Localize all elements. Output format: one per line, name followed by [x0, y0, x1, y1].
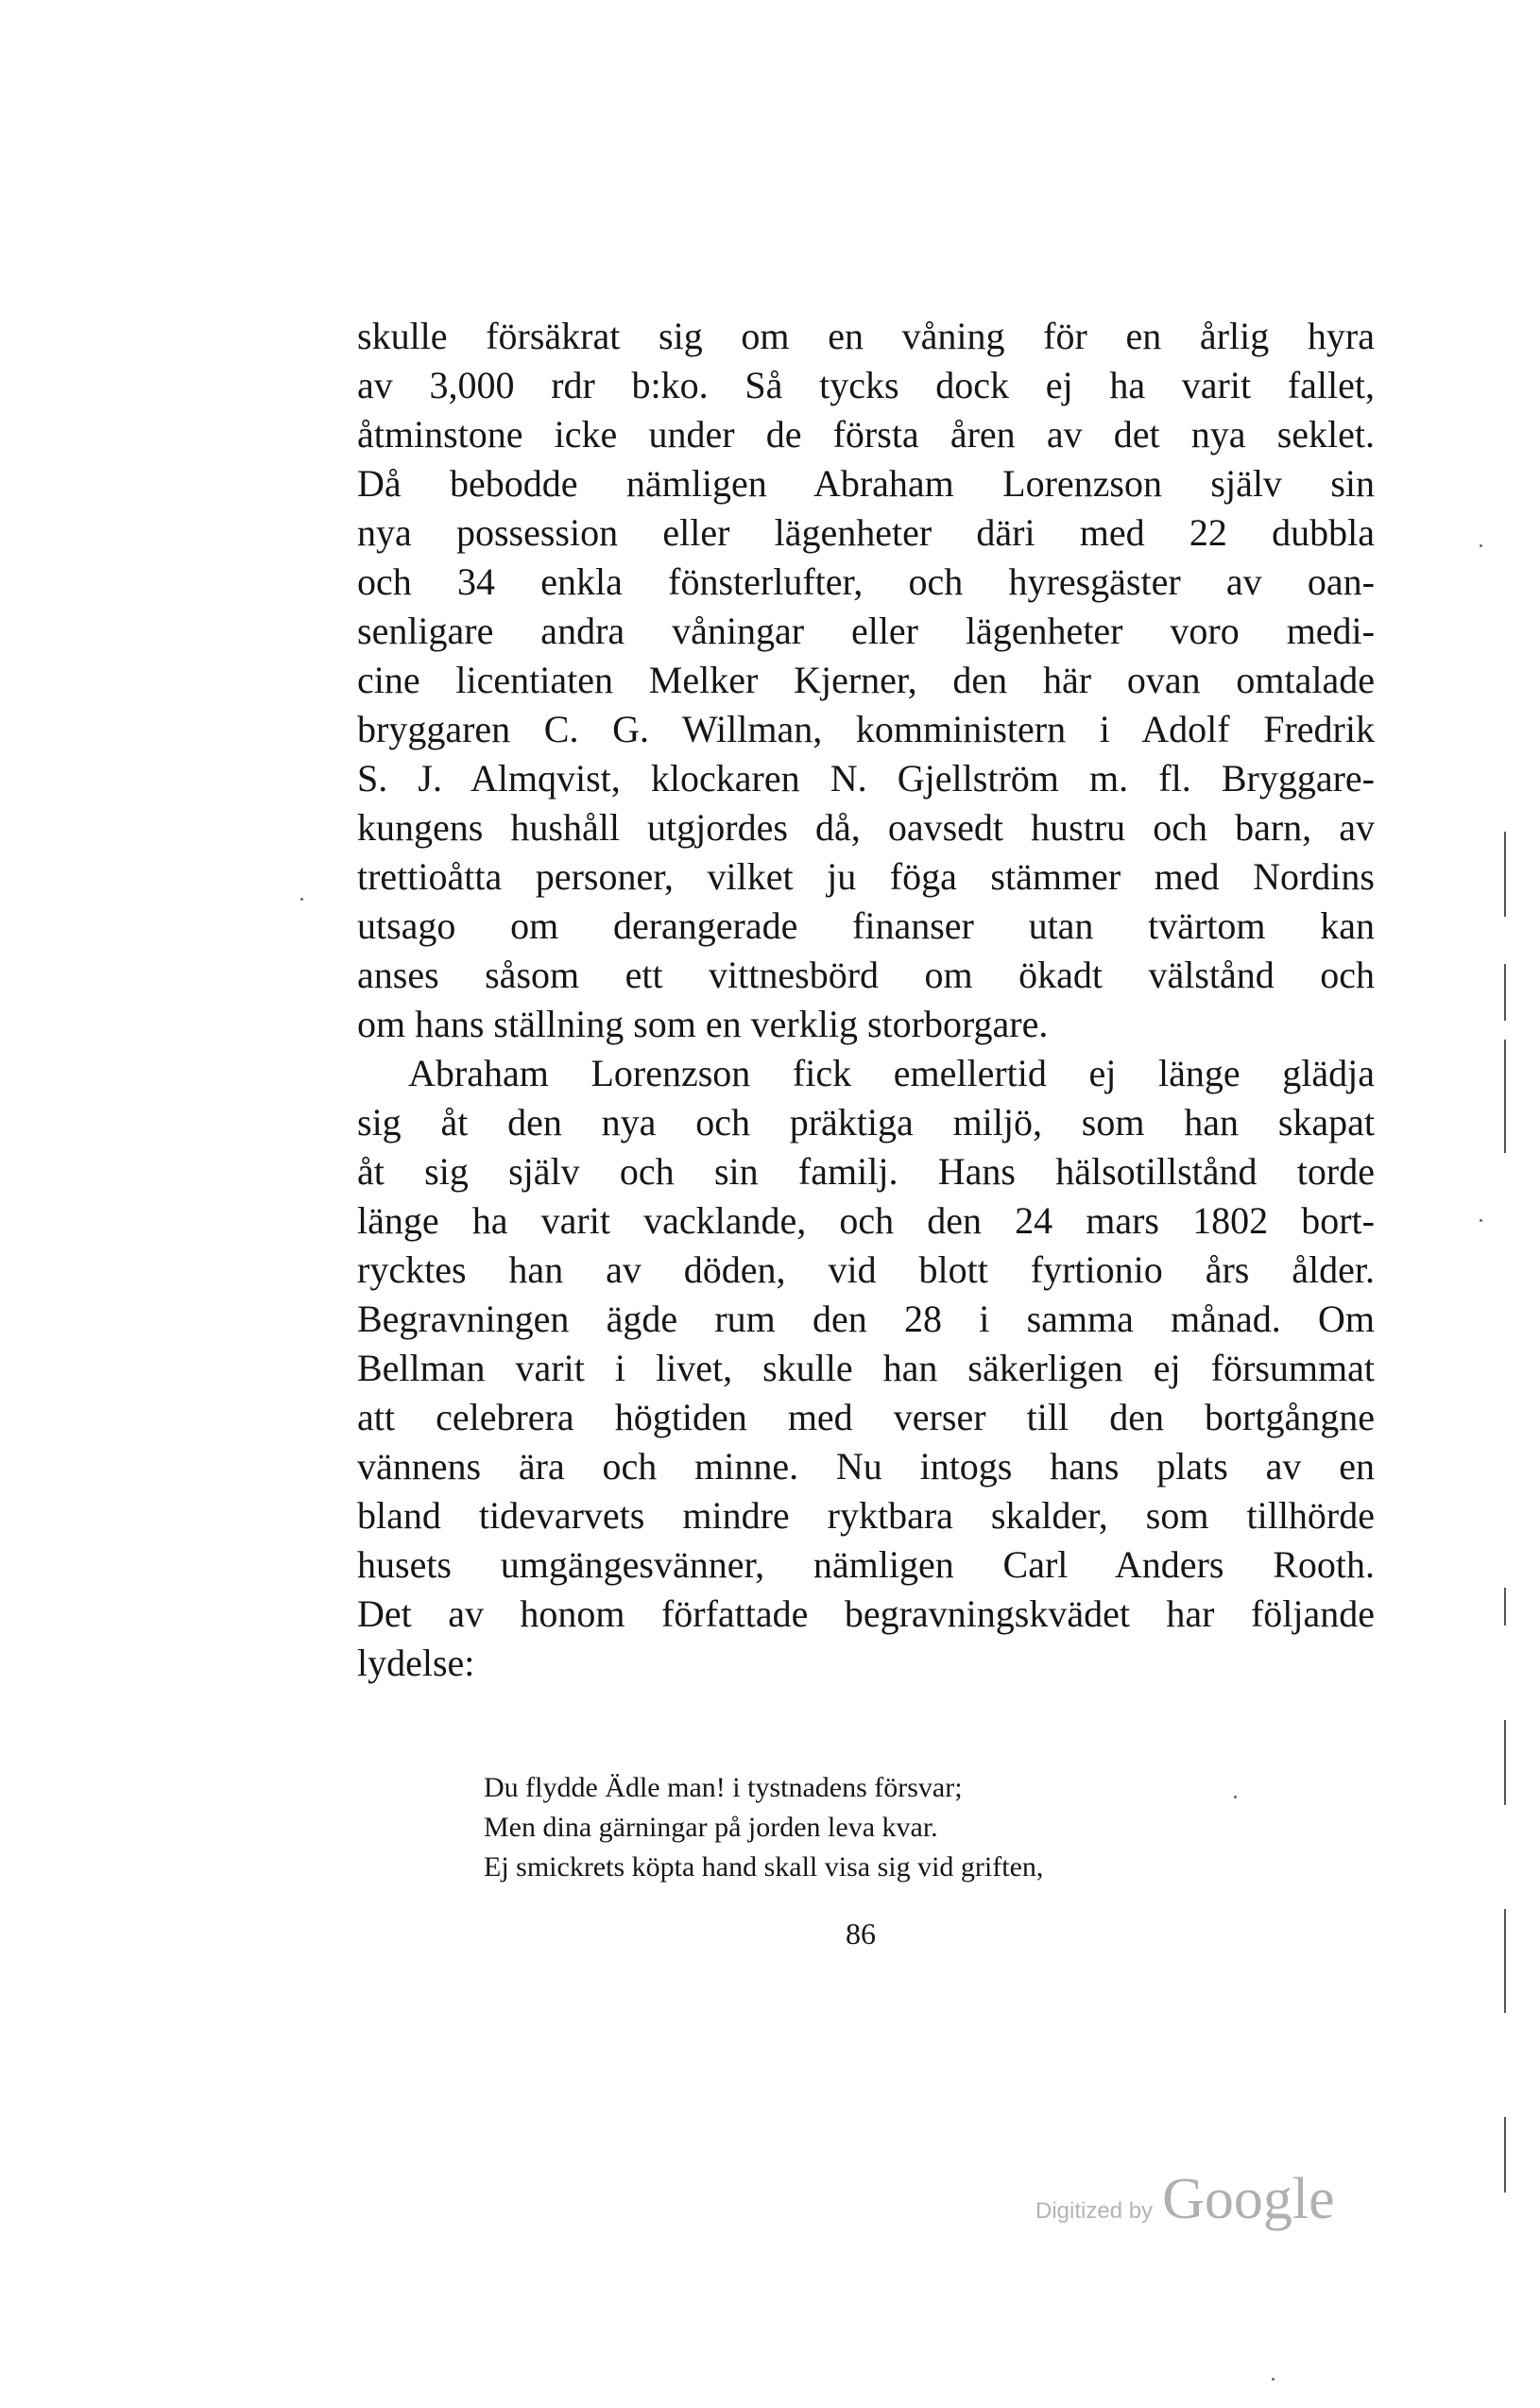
- body-line: anses såsom ett vittnesbörd om ökadt välstånd och: [357, 954, 1375, 996]
- body-line: senligare andra våningar eller lägenheter voro medi-: [357, 610, 1375, 652]
- body-line: vännens ära och minne. Nu intogs hans plats av en: [357, 1445, 1375, 1488]
- verse-line: Ej smickrets köpta hand skall visa sig vid griften,: [484, 1851, 1044, 1883]
- body-line: och 34 enkla fönsterlufter, och hyresgäster av oan-: [357, 560, 1375, 603]
- body-line: Då bebodde nämligen Abraham Lorenzson själv sin: [357, 462, 1375, 505]
- scan-edge-mark: [1504, 1720, 1506, 1805]
- verse-line: Men dina gärningar på jorden leva kvar.: [484, 1812, 938, 1843]
- scan-edge-mark: [1504, 1588, 1506, 1625]
- scan-speck: [1234, 1796, 1237, 1798]
- body-line: Bellman varit i livet, skulle han säkerligen ej försummat: [357, 1347, 1375, 1389]
- verse-line: Du flydde Ädle man! i tystnadens försvar;: [484, 1772, 963, 1803]
- body-line: sig åt den nya och präktiga miljö, som han skapat: [357, 1101, 1375, 1144]
- body-line: cine licentiaten Melker Kjerner, den här ovan omtalade: [357, 659, 1375, 701]
- scan-speck: [1480, 544, 1482, 547]
- body-line: länge ha varit vacklande, och den 24 mars 1802 bort-: [357, 1199, 1375, 1242]
- body-line: trettioåtta personer, vilket ju föga stämmer med Nordins: [357, 855, 1375, 898]
- body-line: åtminstone icke under de första åren av det nya seklet.: [357, 413, 1375, 456]
- scan-edge-mark: [1504, 2117, 1506, 2193]
- body-line: Det av honom författade begravningskvädet har följande: [357, 1592, 1375, 1635]
- digitized-by-label: Digitized by: [1035, 2198, 1154, 2224]
- scan-speck: [1272, 2378, 1275, 2381]
- body-line: om hans ställning som en verklig storborgare.: [357, 1003, 1049, 1045]
- page-number: 86: [846, 1917, 876, 1951]
- body-line: lydelse:: [357, 1642, 475, 1684]
- scan-edge-mark: [1504, 1040, 1506, 1153]
- body-line: husets umgängesvänner, nämligen Carl Anders Rooth.: [357, 1543, 1375, 1586]
- scan-edge-mark: [1504, 832, 1506, 917]
- body-line: utsago om derangerade finanser utan tvärtom kan: [357, 904, 1375, 947]
- body-line: Abraham Lorenzson fick emellertid ej länge glädja: [408, 1052, 1375, 1094]
- body-line: Begravningen ägde rum den 28 i samma månad. Om: [357, 1298, 1375, 1340]
- body-line: skulle försäkrat sig om en våning för en årlig hyra: [357, 315, 1375, 357]
- digitized-watermark: [1035, 2166, 1335, 2232]
- body-line: av 3,000 rdr b:ko. Så tycks dock ej ha varit fallet,: [357, 364, 1375, 406]
- scan-edge-mark: [1504, 1909, 1506, 2013]
- body-line: bryggaren C. G. Willman, komministern i Adolf Fredrik: [357, 708, 1375, 750]
- body-line: kungens hushåll utgjordes då, oavsedt hustru och barn, av: [357, 806, 1375, 849]
- scan-edge-mark: [1504, 964, 1506, 1021]
- scan-speck: [1480, 1219, 1482, 1222]
- scan-speck: [300, 898, 303, 901]
- body-line: S. J. Almqvist, klockaren N. Gjellström m. fl. Bryggare-: [357, 757, 1375, 800]
- body-line: bland tidevarvets mindre ryktbara skalder, som tillhörde: [357, 1494, 1375, 1537]
- body-line: nya possession eller lägenheter däri med 22 dubbla: [357, 511, 1375, 554]
- body-line: att celebrera högtiden med verser till den bortgångne: [357, 1396, 1375, 1438]
- google-logo: Google: [1162, 2167, 1335, 2231]
- body-line: åt sig själv och sin familj. Hans hälsotillstånd torde: [357, 1150, 1375, 1193]
- body-line: rycktes han av döden, vid blott fyrtionio års ålder.: [357, 1248, 1375, 1291]
